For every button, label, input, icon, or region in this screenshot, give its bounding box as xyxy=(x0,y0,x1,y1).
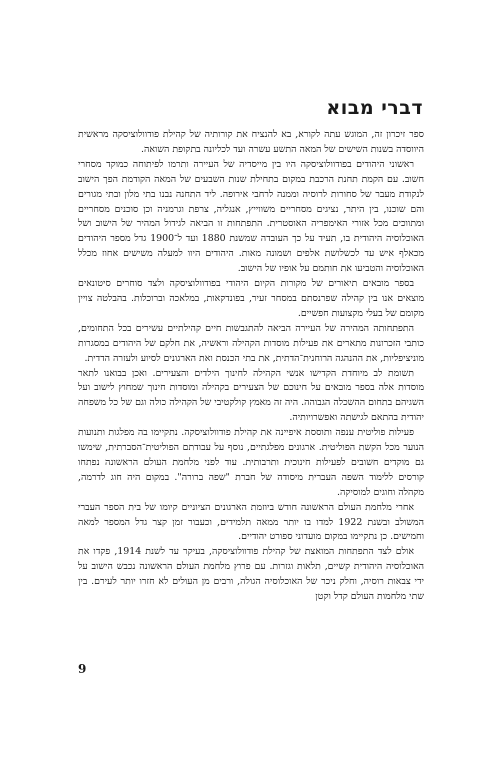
paragraph-community-life: התפתחותה המהירה של העיירה הביאה להתגבשות חיים קהילתיים עשירים בכל התחומים, כותבי הזכרונות מתארים את פעילות מוסדות הקהילה וראשיה, את חלקם של היהודים במסגרות מוניציפליות, את ההנהגה הרוחנית־הדתית, את בתי הכנסת ואת הארגונים לסיוע ולעזרה הדדית. xyxy=(78,322,424,364)
paragraph-livelihood: בספר מובאים תיאורים של מקורות הקיום היהודי בפודוולוציסקה ולצד סוחרים סיטונאים מוצאים אנו בין קהילה שפרנסתם במסחר זעיר, בפונדקאות, במלאכה וברוכלות. בהבלטה צויין מקומם של בעלי מקצועות חפשיים. xyxy=(78,278,424,319)
paragraph-hardships: אולם לצד התפתחות המואצת של קהילת פודוולוציסקה, בעיקר עד לשנת 1914, פקדו את האוכלוסיה היהודית קשיים, תלאות וגזרות. עם פרוץ מלחמת העולם הראשונה נכבש הישוב על ידי צבאות רוסיה, וחלק ניכר של האוכלוסיה הגולה, ורבים מן העולים לא חזרו יותר לעירם. בין שתי מלחמות העולם קדל וקטן xyxy=(78,546,424,603)
chapter-title: דברי מבוא xyxy=(326,97,423,119)
paragraph-education: תשומת לב מיוחדת הקדישו אנשי הקהילה לחינוך הילדים והצעירים. ואכן בבואנו לתאר מוסדות אלה בספר מובאים על חינוכם של הצעירים בקהילה ומוסדות חינוך שמחוץ לישוב ועל השגיהם בתחום ההשכלה הגבוהה. היה זה מאמץ קולקטיבי של הקהילה כולה וגם של כל משפחה יהודית בהתאם לגישתה ואפשרויותיה. xyxy=(78,367,424,424)
paragraph-intro: ספר זיכרון זה, המוגש עתה לקורא, בא להנציח את קורותיה של קהילת פודוולוציסקה מראשית היווסדה בשנות השישים של המאה התשע עשרה ועד לכליונה בתקופת השואה. xyxy=(78,129,424,155)
paragraph-political-activity: פעילות פוליטית ענפה ותוססת איפיינה את קהילת פודוולוציסקה. נתקיימו בה מפלגות ותנועות הנוער מכל הקשת הפוליטית. ארגונים מפלגתיים, נוסף על עבודתם הפוליטית־הסברתית, שימשו גם מוקדים חשובים לפעילות חינוכית ותרבותית. עוד לפני מלחמת העולם הראשונה נפתחו קורסים ללימוד השפה העברית מיסודה של חברת "שפה ברורה". במקום היה חוג לדרמה, מקהלה וחוגים למוסיקה. xyxy=(78,427,424,498)
page-number: 9 xyxy=(78,662,87,676)
paragraph-hebrew-school: אחרי מלחמת העולם הראשונה חודש ביוזמת הארגונים הציוניים קיומו של בית הספר העברי המשולב ובשנת 1922 למדו בו יותר ממאה תלמידים, וכעבור זמן קצר גדל המספר למאה וחמישים. כן נתקיימו במקום מועדוני ספורט יהודיים. xyxy=(78,501,424,543)
body-text xyxy=(78,128,424,605)
paragraph-early-settlers: ראשוני היהודים בפודוולוציסקה היו בין מייסדיה של העיירה ותרמו לפיתוחה כמוקד מסחרי חשוב. עם הקמת תחנת הרכבת במקום בתחילת שנות השבעים של המאה הקודמת הפך הישוב לנקודת מעבר של סחורות לרוסיה וממנה לרחבי אירופה. ליד התחנה נבנו בתי מלון ובתי מגורים והם שוכנו, בין היתר, נציגים מסחריים משווייץ, אנגליה, צרפת וגרמניה וכן סוכנים מסחריים ומתווכים מכל אזורי האימפריה האוסטרית. התפתחות זו הביאה לגידול המהיר של הישוב ושל האוכלוסיה היהודית בו, תעיד על כך העובדה שמשנת 1880 ועד ל־1900 גדל מספר היהודים מכאלף איש עד לכשלושת אלפים ושמונה מאות. היהודים היוו למעלה משישים אחוז מכלל האוכלוסיה והטביעו את חותמם על אופיו של הישוב. xyxy=(78,158,425,275)
